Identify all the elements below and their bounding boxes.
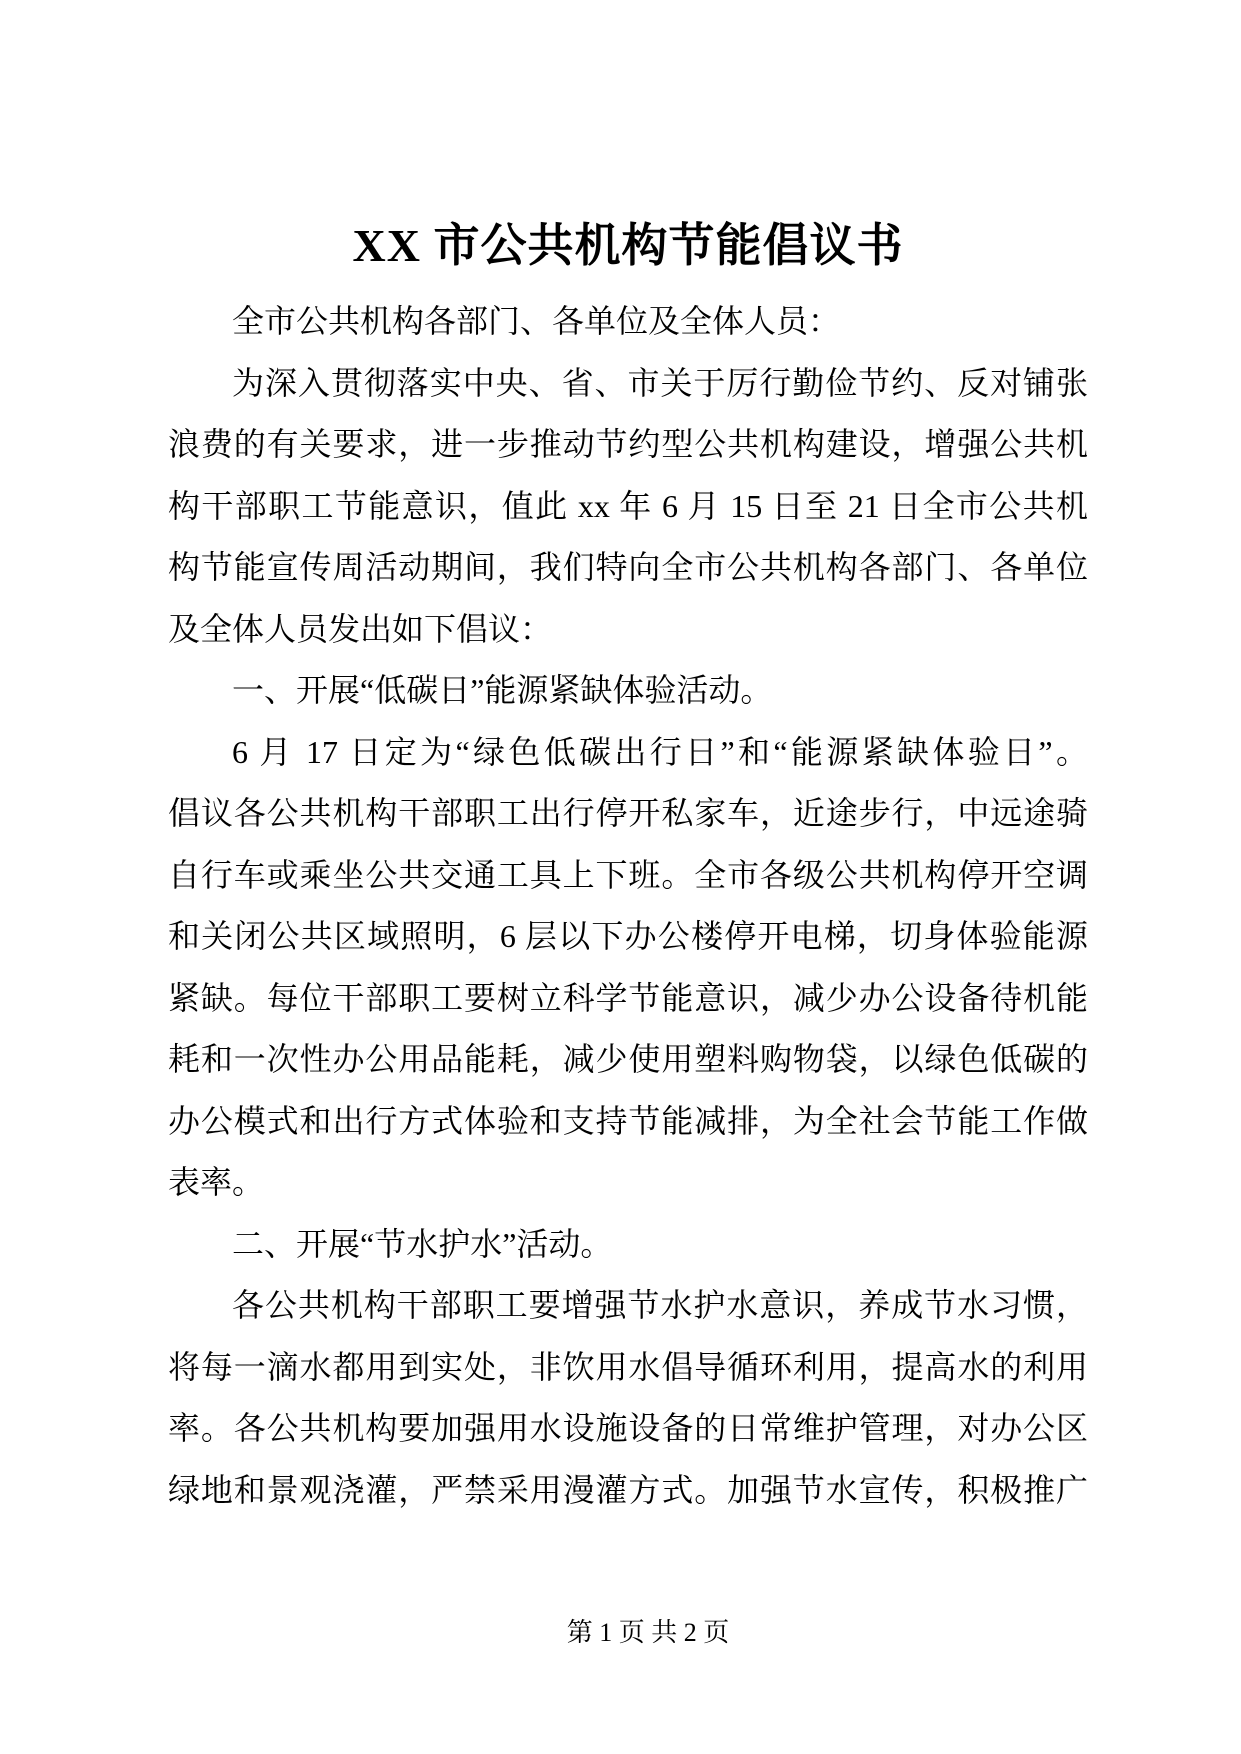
paragraph-line: 各公共机构干部职工要增强节水护水意识，养成节水习惯， [232, 1287, 1088, 1323]
paragraph-line: 表率。 [168, 1164, 265, 1200]
paragraph-line: 构干部职工节能意识，值此 xx 年 6 月 15 日至 21 日全市公共机 [168, 487, 1088, 524]
paragraph-line: 率。各公共机构要加强用水设施设备的日常维护管理，对办公区 [168, 1410, 1088, 1446]
paragraph-line: 6 月 17 日定为“绿色低碳出行日”和“能源紧缺体验日”。 [232, 733, 1088, 770]
paragraph-line: 一、开展“低碳日”能源紧缺体验活动。 [232, 672, 773, 708]
paragraph-line: 及全体人员发出如下倡议： [168, 610, 553, 647]
paragraph-line: 倡议各公共机构干部职工出行停开私家车，近途步行，中远途骑 [168, 795, 1088, 831]
paragraph-line: 办公模式和出行方式体验和支持节能减排，为全社会节能工作做 [168, 1102, 1088, 1139]
paragraph-line: 绿地和景观浇灌，严禁采用漫灌方式。加强节水宣传，积极推广 [168, 1471, 1088, 1508]
paragraph-line: 二、开展“节水护水”活动。 [232, 1225, 613, 1262]
document-body [168, 291, 1088, 1521]
paragraph-line: 全市公共机构各部门、各单位及全体人员： [232, 303, 841, 339]
page-footer: 第 1 页 共 2 页 [566, 1618, 730, 1647]
document-title: XX 市公共机构节能倡议书 [352, 220, 904, 271]
paragraph-line: 紧缺。每位干部职工要树立科学节能意识，减少办公设备待机能 [168, 979, 1088, 1016]
paragraph-line: 为深入贯彻落实中央、省、市关于厉行勤俭节约、反对铺张 [232, 364, 1088, 401]
paragraph-line: 耗和一次性办公用品能耗，减少使用塑料购物袋，以绿色低碳的 [168, 1041, 1088, 1077]
paragraph-line: 自行车或乘坐公共交通工具上下班。全市各级公共机构停开空调 [168, 856, 1088, 893]
paragraph-line: 和关闭公共区域照明，6 层以下办公楼停开电梯，切身体验能源 [168, 918, 1088, 954]
paragraph-line: 浪费的有关要求，进一步推动节约型公共机构建设，增强公共机 [168, 426, 1088, 462]
paragraph-line: 将每一滴水都用到实处，非饮用水倡导循环利用，提高水的利用 [168, 1348, 1088, 1385]
paragraph-line: 构节能宣传周活动期间，我们特向全市公共机构各部门、各单位 [168, 549, 1088, 585]
